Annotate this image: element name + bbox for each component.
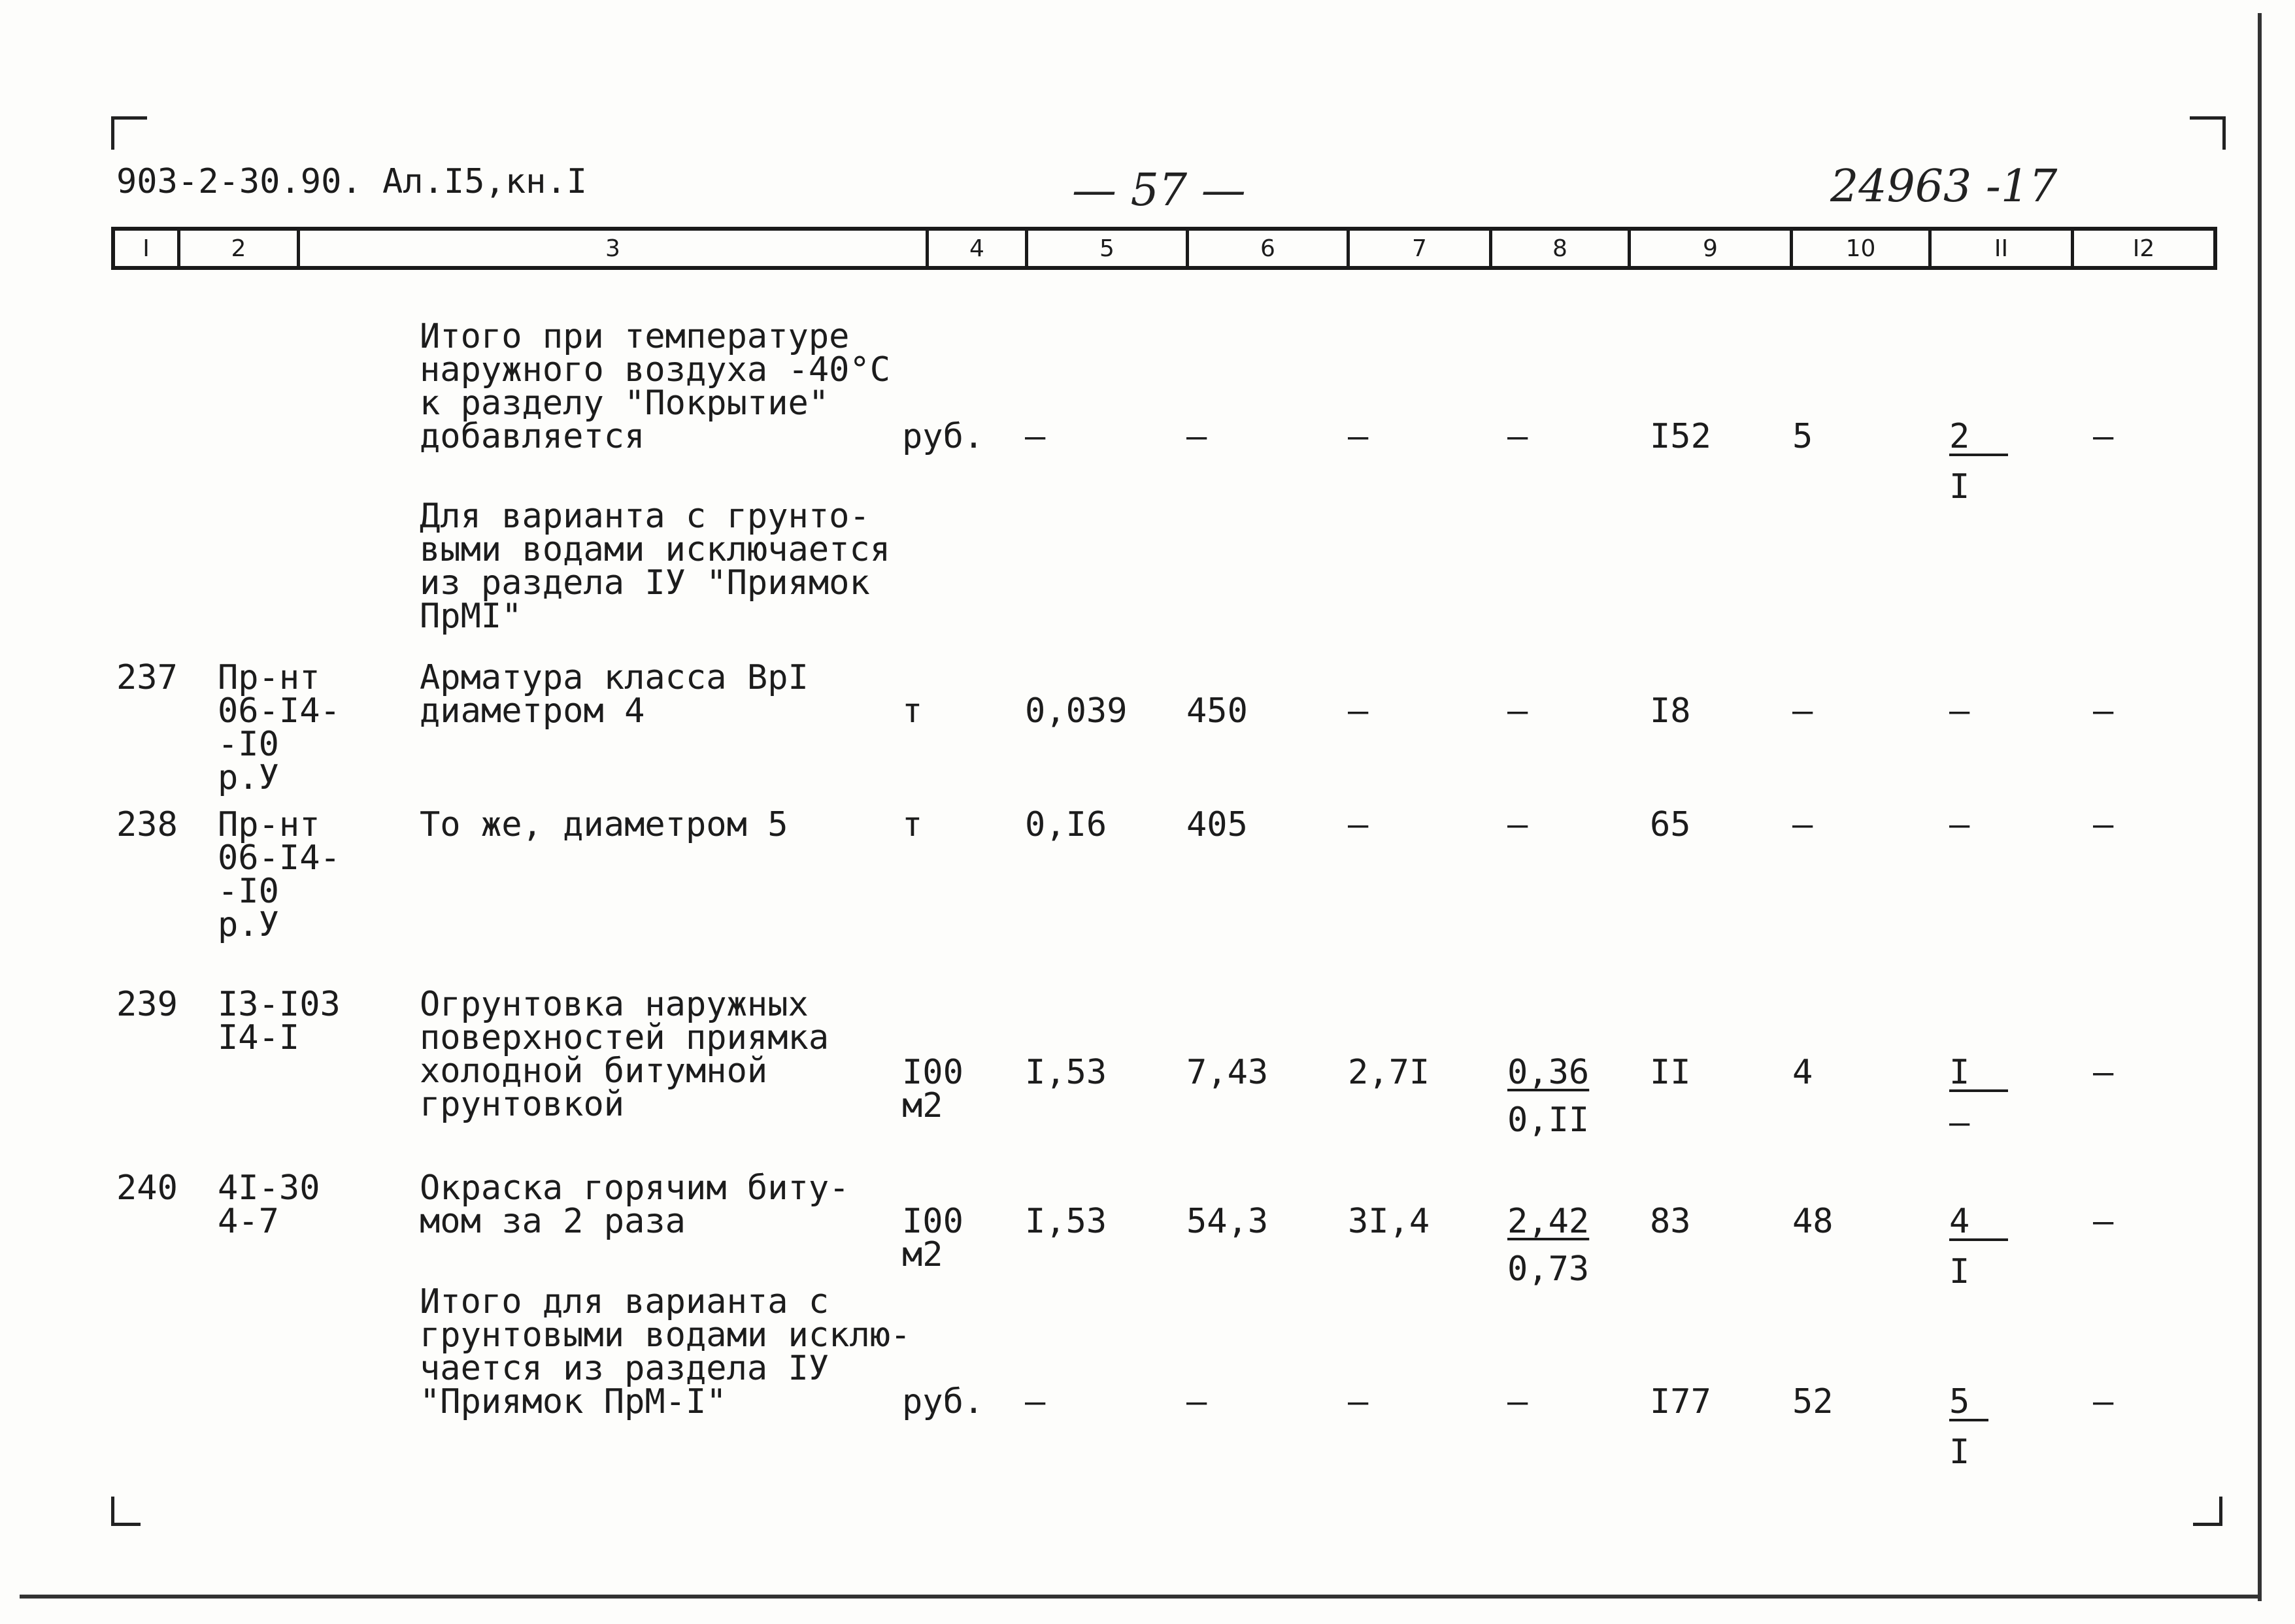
- row-col8: –: [1507, 417, 1528, 456]
- row-col11: –: [1949, 805, 1970, 844]
- code-line: 06-I4-: [218, 838, 341, 878]
- fraction-numerator: 2,42: [1507, 1202, 1590, 1241]
- row-col12: –: [2093, 1382, 2114, 1421]
- row-col10: 5: [1792, 417, 1813, 456]
- description-line: грунтовкой: [420, 1085, 625, 1124]
- row-col12: –: [2093, 691, 2114, 731]
- row-col5: I,53: [1025, 1053, 1107, 1092]
- row-col10: 48: [1792, 1202, 1834, 1241]
- description-line: Огрунтовка наружных: [420, 985, 809, 1024]
- row-col11: –: [1949, 691, 1970, 731]
- corner-mark-top-right: [2190, 116, 2226, 150]
- row-code: [218, 805, 341, 944]
- row-col7: –: [1348, 805, 1369, 844]
- row-col9: 83: [1650, 1202, 1691, 1241]
- row-unit: [902, 1053, 963, 1125]
- description-line: Окраска горячим биту-: [420, 1168, 850, 1208]
- fraction-denominator: 0,II: [1507, 1101, 1590, 1140]
- column-header: 7: [1347, 231, 1489, 266]
- code-line: р.У: [218, 905, 279, 944]
- column-header: 10: [1790, 231, 1928, 266]
- row-col11-fraction: [1949, 1382, 1988, 1472]
- row-col9: I52: [1650, 417, 1711, 456]
- description-line: Для варианта с грунто-: [420, 497, 870, 536]
- description-line: диаметром 4: [420, 691, 645, 731]
- description-line: Арматура класса ВрI: [420, 658, 809, 697]
- row-col12: –: [2093, 1053, 2114, 1092]
- description-line: Итого при температуре: [420, 317, 850, 356]
- row-col12: –: [2093, 417, 2114, 456]
- row-description: [420, 497, 891, 636]
- column-header-row: [111, 227, 2217, 270]
- description-line: ПрМI": [420, 597, 522, 636]
- description-line: выми водами исключается: [420, 530, 891, 569]
- row-description: [420, 1168, 850, 1241]
- code-line: 06-I4-: [218, 691, 341, 731]
- row-col6: –: [1186, 1382, 1207, 1421]
- fraction-denominator: I: [1949, 1252, 1970, 1291]
- row-col6: 405: [1186, 805, 1248, 844]
- row-col6: 54,3: [1186, 1202, 1269, 1241]
- row-col7: 2,7I: [1348, 1053, 1430, 1092]
- corner-mark-bottom-left: [111, 1497, 141, 1526]
- row-col5: –: [1025, 1382, 1046, 1421]
- sheet-code: 24963 -17: [1830, 161, 2058, 212]
- row-col11-fraction: [1949, 417, 2008, 506]
- row-col6: 7,43: [1186, 1053, 1269, 1092]
- row-description: [420, 658, 809, 731]
- code-line: -I0: [218, 725, 279, 764]
- row-col9: II: [1650, 1053, 1691, 1092]
- code-line: Пр-нт: [218, 658, 320, 697]
- row-col7: 3I,4: [1348, 1202, 1430, 1241]
- column-header: 3: [297, 231, 926, 266]
- fraction-numerator: 0,36: [1507, 1053, 1590, 1092]
- fraction-denominator: –: [1949, 1103, 1970, 1142]
- unit-line: м2: [902, 1235, 943, 1274]
- row-col6: –: [1186, 417, 1207, 456]
- row-col5: 0,I6: [1025, 805, 1107, 844]
- row-code: [218, 985, 341, 1057]
- column-header: 4: [926, 231, 1025, 266]
- row-code: [218, 658, 341, 797]
- row-description: [420, 1282, 911, 1421]
- fraction-denominator: I: [1949, 467, 1970, 506]
- row-number: 240: [116, 1168, 178, 1208]
- description-line: холодной битумной: [420, 1052, 768, 1091]
- row-code: [218, 1168, 320, 1241]
- row-description: [420, 985, 829, 1124]
- column-header: 6: [1186, 231, 1347, 266]
- description-line: поверхностей приямка: [420, 1018, 829, 1057]
- row-unit: т: [902, 805, 923, 844]
- row-col8: –: [1507, 691, 1528, 731]
- sheet-edge-right: [2258, 13, 2262, 1601]
- column-header: I2: [2071, 231, 2213, 266]
- row-number: 237: [116, 658, 178, 697]
- row-unit: т: [902, 691, 923, 731]
- column-header: II: [1928, 231, 2071, 266]
- code-line: I3-I03: [218, 985, 341, 1024]
- unit-line: м2: [902, 1086, 943, 1125]
- row-col11-fraction: [1949, 1053, 2008, 1142]
- sheet-edge-bottom: [20, 1595, 2262, 1599]
- row-number: 238: [116, 805, 178, 844]
- fraction-numerator: 5: [1949, 1385, 1988, 1421]
- row-col11-fraction: [1949, 1202, 2008, 1291]
- page-number: — 57 —: [1072, 165, 1246, 216]
- fraction-numerator: I: [1949, 1056, 2008, 1092]
- row-col5: I,53: [1025, 1202, 1107, 1241]
- row-unit: руб.: [902, 417, 984, 456]
- row-col10: –: [1792, 691, 1813, 731]
- fraction-denominator: 0,73: [1507, 1250, 1590, 1289]
- corner-mark-top-left: [111, 116, 147, 150]
- fraction-denominator: I: [1949, 1433, 1970, 1472]
- row-col12: –: [2093, 805, 2114, 844]
- row-col5: 0,039: [1025, 691, 1128, 731]
- description-line: То же, диаметром 5: [420, 805, 788, 844]
- row-unit: руб.: [902, 1382, 984, 1421]
- description-line: "Приямок ПрМ-I": [420, 1382, 727, 1421]
- row-col8-fraction: [1507, 1202, 1590, 1289]
- fraction-numerator: 2: [1949, 420, 2008, 456]
- row-col10: 52: [1792, 1382, 1834, 1421]
- code-line: р.У: [218, 758, 279, 797]
- description-line: добавляется: [420, 417, 645, 456]
- column-header: 2: [177, 231, 297, 266]
- description-line: наружного воздуха -40°С: [420, 350, 891, 389]
- row-description: [420, 317, 891, 456]
- code-line: 4-7: [218, 1202, 279, 1241]
- code-line: 4I-30: [218, 1168, 320, 1208]
- row-col9: I8: [1650, 691, 1691, 731]
- fraction-numerator: 4: [1949, 1205, 2008, 1241]
- unit-line: I00: [902, 1202, 963, 1241]
- unit-line: I00: [902, 1053, 963, 1092]
- description-line: грунтовыми водами исклю-: [420, 1316, 911, 1355]
- row-col8-fraction: [1507, 1053, 1590, 1140]
- row-col10: 4: [1792, 1053, 1813, 1092]
- code-line: -I0: [218, 872, 279, 911]
- row-col6: 450: [1186, 691, 1248, 731]
- row-number: 239: [116, 985, 178, 1024]
- row-col9: 65: [1650, 805, 1691, 844]
- row-col7: –: [1348, 417, 1369, 456]
- row-col7: –: [1348, 691, 1369, 731]
- column-header: 8: [1489, 231, 1628, 266]
- row-col9: I77: [1650, 1382, 1711, 1421]
- column-header: 9: [1628, 231, 1790, 266]
- row-description: [420, 805, 788, 844]
- row-col5: –: [1025, 417, 1046, 456]
- column-header: 5: [1025, 231, 1186, 266]
- row-unit: [902, 1202, 963, 1274]
- description-line: чается из раздела IУ: [420, 1349, 829, 1388]
- row-col10: –: [1792, 805, 1813, 844]
- description-line: к разделу "Покрытие": [420, 384, 829, 423]
- description-line: мом за 2 раза: [420, 1202, 686, 1241]
- row-col12: –: [2093, 1202, 2114, 1241]
- description-line: Итого для варианта с: [420, 1282, 829, 1321]
- row-col8: –: [1507, 805, 1528, 844]
- row-col7: –: [1348, 1382, 1369, 1421]
- description-line: из раздела IУ "Приямок: [420, 563, 870, 603]
- corner-mark-bottom-right: [2193, 1497, 2222, 1526]
- row-col8: –: [1507, 1382, 1528, 1421]
- code-line: I4-I: [218, 1018, 300, 1057]
- column-header: I: [142, 235, 150, 262]
- code-line: Пр-нт: [218, 805, 320, 844]
- document-code: 903-2-30.90. Ал.I5,кн.I: [116, 162, 588, 201]
